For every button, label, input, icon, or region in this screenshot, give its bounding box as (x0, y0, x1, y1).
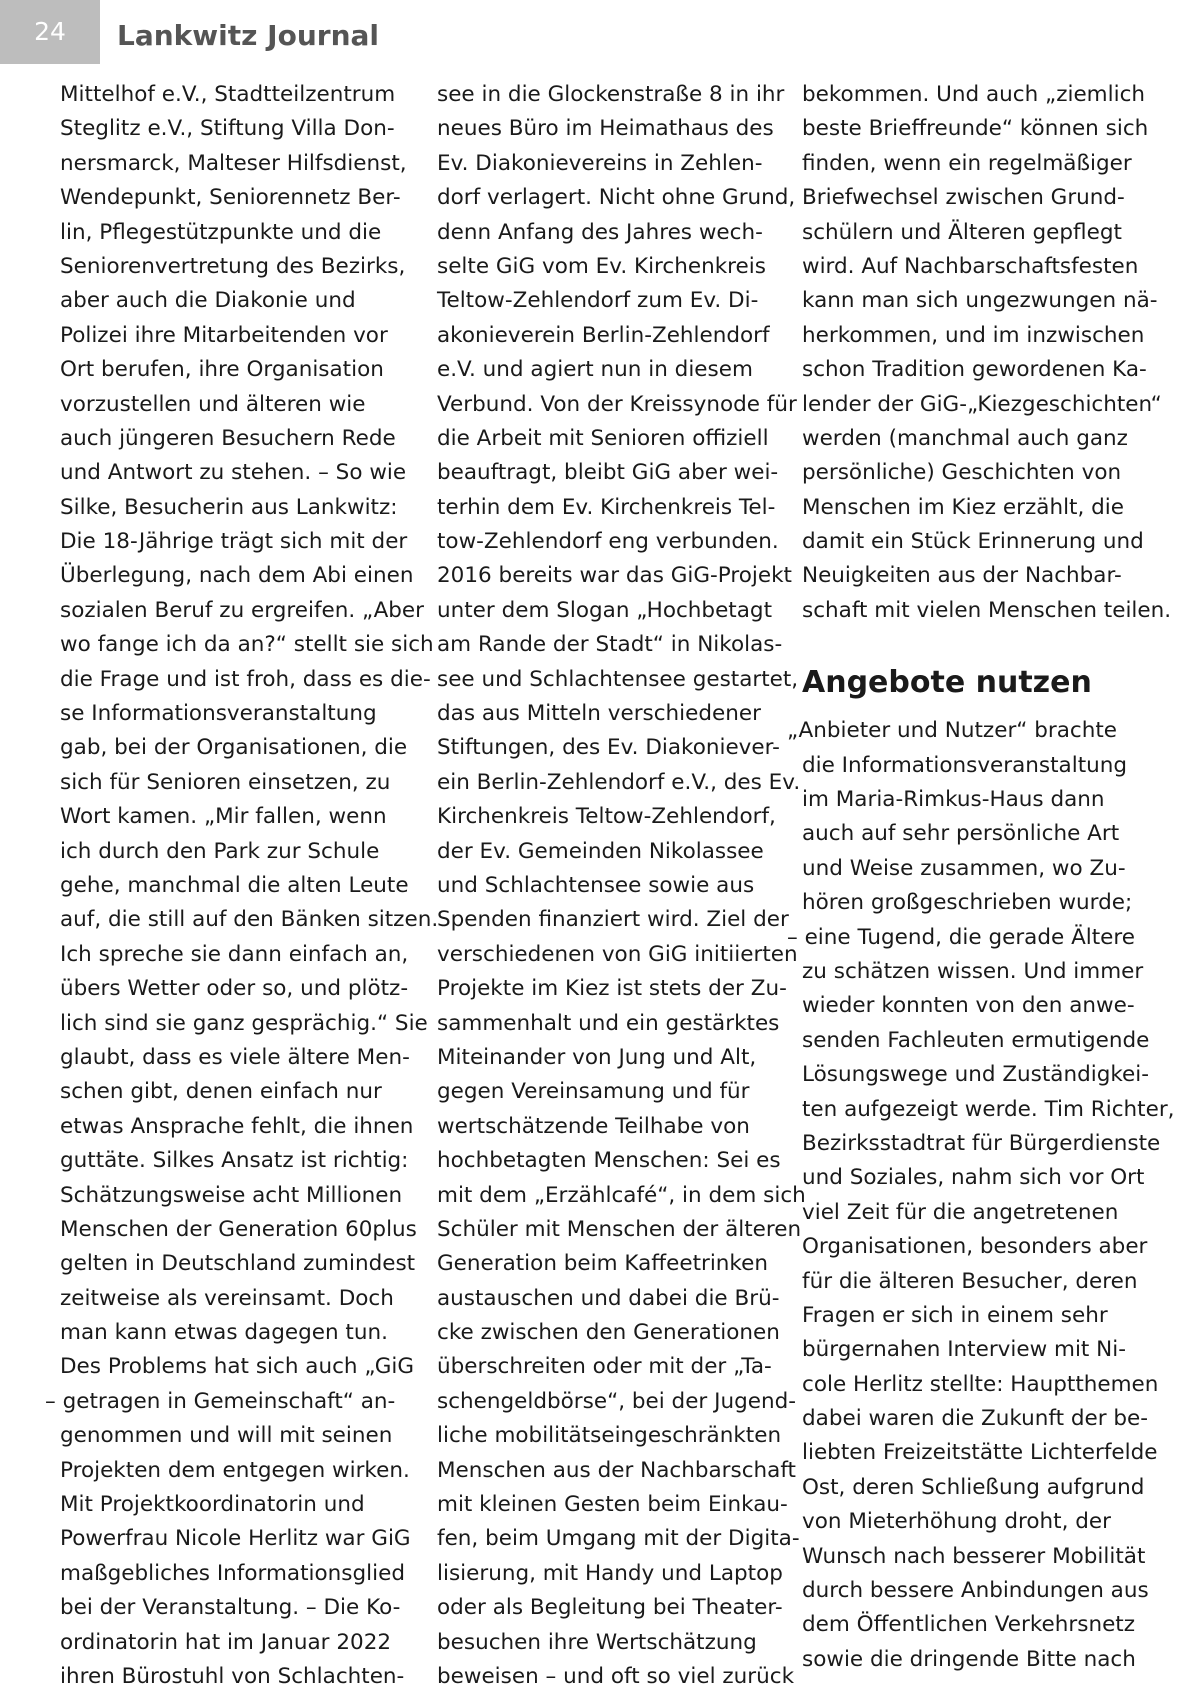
text-line: „Anbieter und Nutzer“ brachte (787, 718, 1118, 744)
column-3-text-before (802, 78, 1172, 628)
text-line: schaft mit vielen Menschen teilen. (802, 597, 1172, 623)
text-line: genommen und will mit seinen (60, 1423, 393, 1449)
text-line: Wendepunkt, Seniorennetz Ber- (60, 185, 401, 211)
text-line: ihren Bürostuhl von Schlachten- (60, 1663, 405, 1689)
text-line: dorf verlagert. Nicht ohne Grund, (437, 185, 796, 211)
text-line: Ev. Diakonievereins in Zehlen- (437, 150, 763, 176)
text-line: vorzustellen und älteren wie (60, 391, 366, 417)
text-line: wird. Auf Nachbarschaftsfesten (802, 253, 1139, 279)
page-number: 24 (0, 0, 100, 64)
text-line: lich sind sie ganz gesprächig.“ Sie (60, 1010, 428, 1036)
text-line: herkommen, und im inzwischen (802, 322, 1145, 348)
text-line: neues Büro im Heimathaus des (437, 116, 774, 142)
text-line: see und Schlachtensee gestartet, (437, 666, 799, 692)
text-line: und Schlachtensee sowie aus (437, 872, 755, 898)
text-line: e.V. und agiert nun in diesem (437, 357, 753, 383)
text-line: mit dem „Erzählcafé“, in dem sich (437, 1182, 806, 1208)
article-column-3 (787, 78, 1175, 1677)
text-line: senden Fachleuten ermutigende (802, 1027, 1150, 1053)
text-line: ich durch den Park zur Schule (60, 838, 380, 864)
text-line: Stiftungen, des Ev. Diakoniever- (437, 735, 780, 761)
text-line: Neuigkeiten aus der Nachbar- (802, 563, 1122, 589)
text-line: man kann etwas dagegen tun. (60, 1320, 388, 1346)
text-line: cke zwischen den Generationen (437, 1320, 780, 1346)
text-line: nersmarck, Malteser Hilfsdienst, (60, 150, 407, 176)
text-line: Polizei ihre Mitarbeitenden vor (60, 322, 388, 348)
text-line: see in die Glockenstraße 8 in ihr (437, 82, 785, 107)
text-line: Powerfrau Nicole Herlitz war GiG (60, 1526, 411, 1552)
text-line: ordinatorin hat im Januar 2022 (60, 1629, 392, 1655)
text-line: von Mieterhöhung droht, der (802, 1509, 1111, 1535)
text-line: Schätzungsweise acht Millionen (60, 1182, 403, 1208)
text-line: Mittelhof e.V., Stadtteilzentrum (60, 82, 396, 107)
text-line: unter dem Slogan „Hochbetagt (437, 597, 772, 623)
text-line: Die 18-Jährige trägt sich mit der (60, 529, 408, 555)
text-line: bekommen. Und auch „ziemlich (802, 82, 1146, 107)
text-line: Spenden finanziert wird. Ziel der (437, 907, 789, 933)
text-line: etwas Ansprache fehlt, die ihnen (60, 1113, 414, 1139)
text-line: besuchen ihre Wertschätzung (437, 1629, 757, 1655)
text-line: persönliche) Geschichten von (802, 460, 1122, 486)
text-line: Menschen der Generation 60plus (60, 1216, 417, 1242)
text-line: akonieverein Berlin-Zehlendorf (437, 322, 770, 348)
text-line: Bezirksstadtrat für Bürgerdienste (802, 1130, 1161, 1156)
text-line: übers Wetter oder so, und plötz- (60, 976, 409, 1002)
text-line: cole Herlitz stellte: Hauptthemen (802, 1371, 1159, 1397)
text-line: schon Tradition gewordenen Ka- (802, 357, 1147, 383)
text-line: kann man sich ungezwungen nä- (802, 288, 1158, 314)
text-line: oder als Begleitung bei Theater- (437, 1595, 783, 1621)
page-header (0, 0, 1200, 64)
text-line: sowie die dringende Bitte nach (802, 1646, 1136, 1672)
text-line: sozialen Beruf zu ergreifen. „Aber (60, 597, 424, 623)
text-line: beste Brieffreunde“ können sich (802, 116, 1149, 142)
text-line: liebten Freizeitstätte Lichterfelde (802, 1440, 1158, 1466)
text-line: terhin dem Ev. Kirchenkreis Tel- (437, 494, 776, 520)
text-line: der Ev. Gemeinden Nikolassee (437, 838, 764, 864)
text-line: im Maria-Rimkus-Haus dann (802, 787, 1105, 813)
text-line: lin, Pflegestützpunkte und die (60, 219, 382, 245)
text-line: Ich spreche sie dann einfach an, (60, 941, 409, 967)
text-line: Verbund. Von der Kreissynode für (437, 391, 797, 417)
text-line: Fragen er sich in einem sehr (802, 1302, 1108, 1328)
text-line: damit ein Stück Erinnerung und (802, 529, 1144, 555)
text-line: aber auch die Diakonie und (60, 288, 356, 314)
text-line: – getragen in Gemeinschaft“ an- (45, 1388, 396, 1414)
text-line: Miteinander von Jung und Alt, (437, 1044, 757, 1070)
text-line: zeitweise als vereinsamt. Doch (60, 1285, 394, 1311)
text-line: und Antwort zu stehen. – So wie (60, 460, 407, 486)
text-line: Ost, deren Schließung aufgrund (802, 1474, 1145, 1500)
text-line: die Frage und ist froh, dass es die- (60, 666, 431, 692)
text-line: sich für Senioren einsetzen, zu (60, 769, 391, 795)
text-line: Des Problems hat sich auch „GiG (60, 1354, 415, 1380)
article-column-1 (45, 78, 439, 1694)
text-line: maßgebliches Informationsglied (60, 1560, 405, 1586)
text-line: und Weise zusammen, wo Zu- (802, 855, 1126, 881)
text-line: die Arbeit mit Senioren offiziell (437, 425, 769, 451)
text-line: Schüler mit Menschen der älteren (437, 1216, 802, 1242)
text-line: hören großgeschrieben wurde; (802, 890, 1133, 916)
text-line: 2016 bereits war das GiG-Projekt (437, 563, 792, 589)
text-line: wo fange ich da an?“ stellt sie sich (60, 632, 434, 658)
text-line: – eine Tugend, die gerade Ältere (787, 924, 1135, 950)
text-line: Seniorenvertretung des Bezirks, (60, 253, 406, 279)
text-line: Teltow-Zehlendorf zum Ev. Di- (437, 288, 759, 314)
text-line: bei der Veranstaltung. – Die Ko- (60, 1595, 401, 1621)
text-line: beweisen – und oft so viel zurück (437, 1663, 795, 1689)
text-line: viel Zeit für die angetretenen (802, 1199, 1119, 1225)
text-line: Überlegung, nach dem Abi einen (60, 563, 414, 589)
text-line: Wort kamen. „Mir fallen, wenn (60, 804, 387, 830)
text-line: zu schätzen wissen. Und immer (802, 958, 1144, 984)
text-line: Ort berufen, ihre Organisation (60, 357, 384, 383)
text-line: Wunsch nach besserer Mobilität (802, 1543, 1146, 1569)
text-line: Menschen aus der Nachbarschaft (437, 1457, 796, 1483)
text-line: durch bessere Anbindungen aus (802, 1578, 1149, 1604)
column-3-text-after (787, 714, 1175, 1677)
article-column-2 (437, 78, 806, 1694)
text-line: gelten in Deutschland zumindest (60, 1251, 416, 1277)
text-line: tow-Zehlendorf eng verbunden. (437, 529, 779, 555)
text-line: für die älteren Besucher, deren (802, 1268, 1138, 1294)
text-line: ten aufgezeigt werde. Tim Richter, (802, 1096, 1175, 1122)
text-line: auf, die still auf den Bänken sitzen. (60, 907, 439, 933)
text-line: werden (manchmal auch ganz (802, 425, 1128, 451)
text-line: Projekte im Kiez ist stets der Zu- (437, 976, 787, 1002)
text-line: Kirchenkreis Teltow-Zehlendorf, (437, 804, 776, 830)
text-line: mit kleinen Gesten beim Einkau- (437, 1492, 788, 1518)
text-line: gehe, manchmal die alten Leute (60, 872, 409, 898)
text-line: hochbetagten Menschen: Sei es (437, 1148, 781, 1174)
text-line: das aus Mitteln verschiedener (437, 701, 761, 727)
text-line: Silke, Besucherin aus Lankwitz: (60, 494, 398, 520)
text-line: lisierung, mit Handy und Laptop (437, 1560, 783, 1586)
text-line: Mit Projektkoordinatorin und (60, 1492, 365, 1518)
text-line: Organisationen, besonders aber (802, 1234, 1148, 1260)
text-line: schengeldbörse“, bei der Jugend- (437, 1388, 796, 1414)
text-line: guttäte. Silkes Ansatz ist richtig: (60, 1148, 409, 1174)
text-line: überschreiten oder mit der „Ta- (437, 1354, 772, 1380)
text-line: schen gibt, denen einfach nur (60, 1079, 382, 1105)
text-line: se Informationsveranstaltung (60, 701, 377, 727)
text-line: austauschen und dabei die Brü- (437, 1285, 780, 1311)
text-line: dabei waren die Zukunft der be- (802, 1406, 1149, 1432)
text-line: beauftragt, bleibt GiG aber wei- (437, 460, 779, 486)
text-line: fen, beim Umgang mit der Digita- (437, 1526, 800, 1552)
text-line: Briefwechsel zwischen Grund- (802, 185, 1125, 211)
text-line: gab, bei der Organisationen, die (60, 735, 408, 761)
text-line: und Soziales, nahm sich vor Ort (802, 1165, 1145, 1191)
text-line: Lösungswege und Zuständigkei- (802, 1062, 1150, 1088)
section-heading: Angebote nutzen (802, 665, 1092, 701)
journal-title: Lankwitz Journal (117, 19, 380, 52)
text-line: verschiedenen von GiG initiierten (437, 941, 798, 967)
text-line: die Informationsveranstaltung (802, 752, 1128, 778)
text-line: auch auf sehr persönliche Art (802, 821, 1120, 847)
text-line: liche mobilitätseingeschränkten (437, 1423, 782, 1449)
text-line: finden, wenn ein regelmäßiger (802, 150, 1132, 176)
text-line: schülern und Älteren gepflegt (802, 219, 1122, 245)
text-line: am Rande der Stadt“ in Nikolas- (437, 632, 783, 658)
text-line: Projekten dem entgegen wirken. (60, 1457, 410, 1483)
text-line: gegen Vereinsamung und für (437, 1079, 750, 1105)
text-line: selte GiG vom Ev. Kirchenkreis (437, 253, 766, 279)
text-line: auch jüngeren Besuchern Rede (60, 425, 396, 451)
text-line: dem Öffentlichen Verkehrsnetz (802, 1612, 1136, 1638)
text-line: denn Anfang des Jahres wech- (437, 219, 763, 245)
text-line: Menschen im Kiez erzählt, die (802, 494, 1124, 520)
text-line: ein Berlin-Zehlendorf e.V., des Ev. (437, 769, 801, 795)
text-line: sammenhalt und ein gestärktes (437, 1010, 780, 1036)
text-line: glaubt, dass es viele ältere Men- (60, 1044, 410, 1070)
text-line: wertschätzende Teilhabe von (437, 1113, 750, 1139)
text-line: Generation beim Kaffeetrinken (437, 1251, 768, 1277)
text-line: wieder konnten von den anwe- (802, 993, 1135, 1019)
text-line: bürgernahen Interview mit Ni- (802, 1337, 1126, 1363)
text-line: lender der GiG-„Kiezgeschichten“ (802, 391, 1162, 417)
text-line: Steglitz e.V., Stiftung Villa Don- (60, 116, 395, 142)
